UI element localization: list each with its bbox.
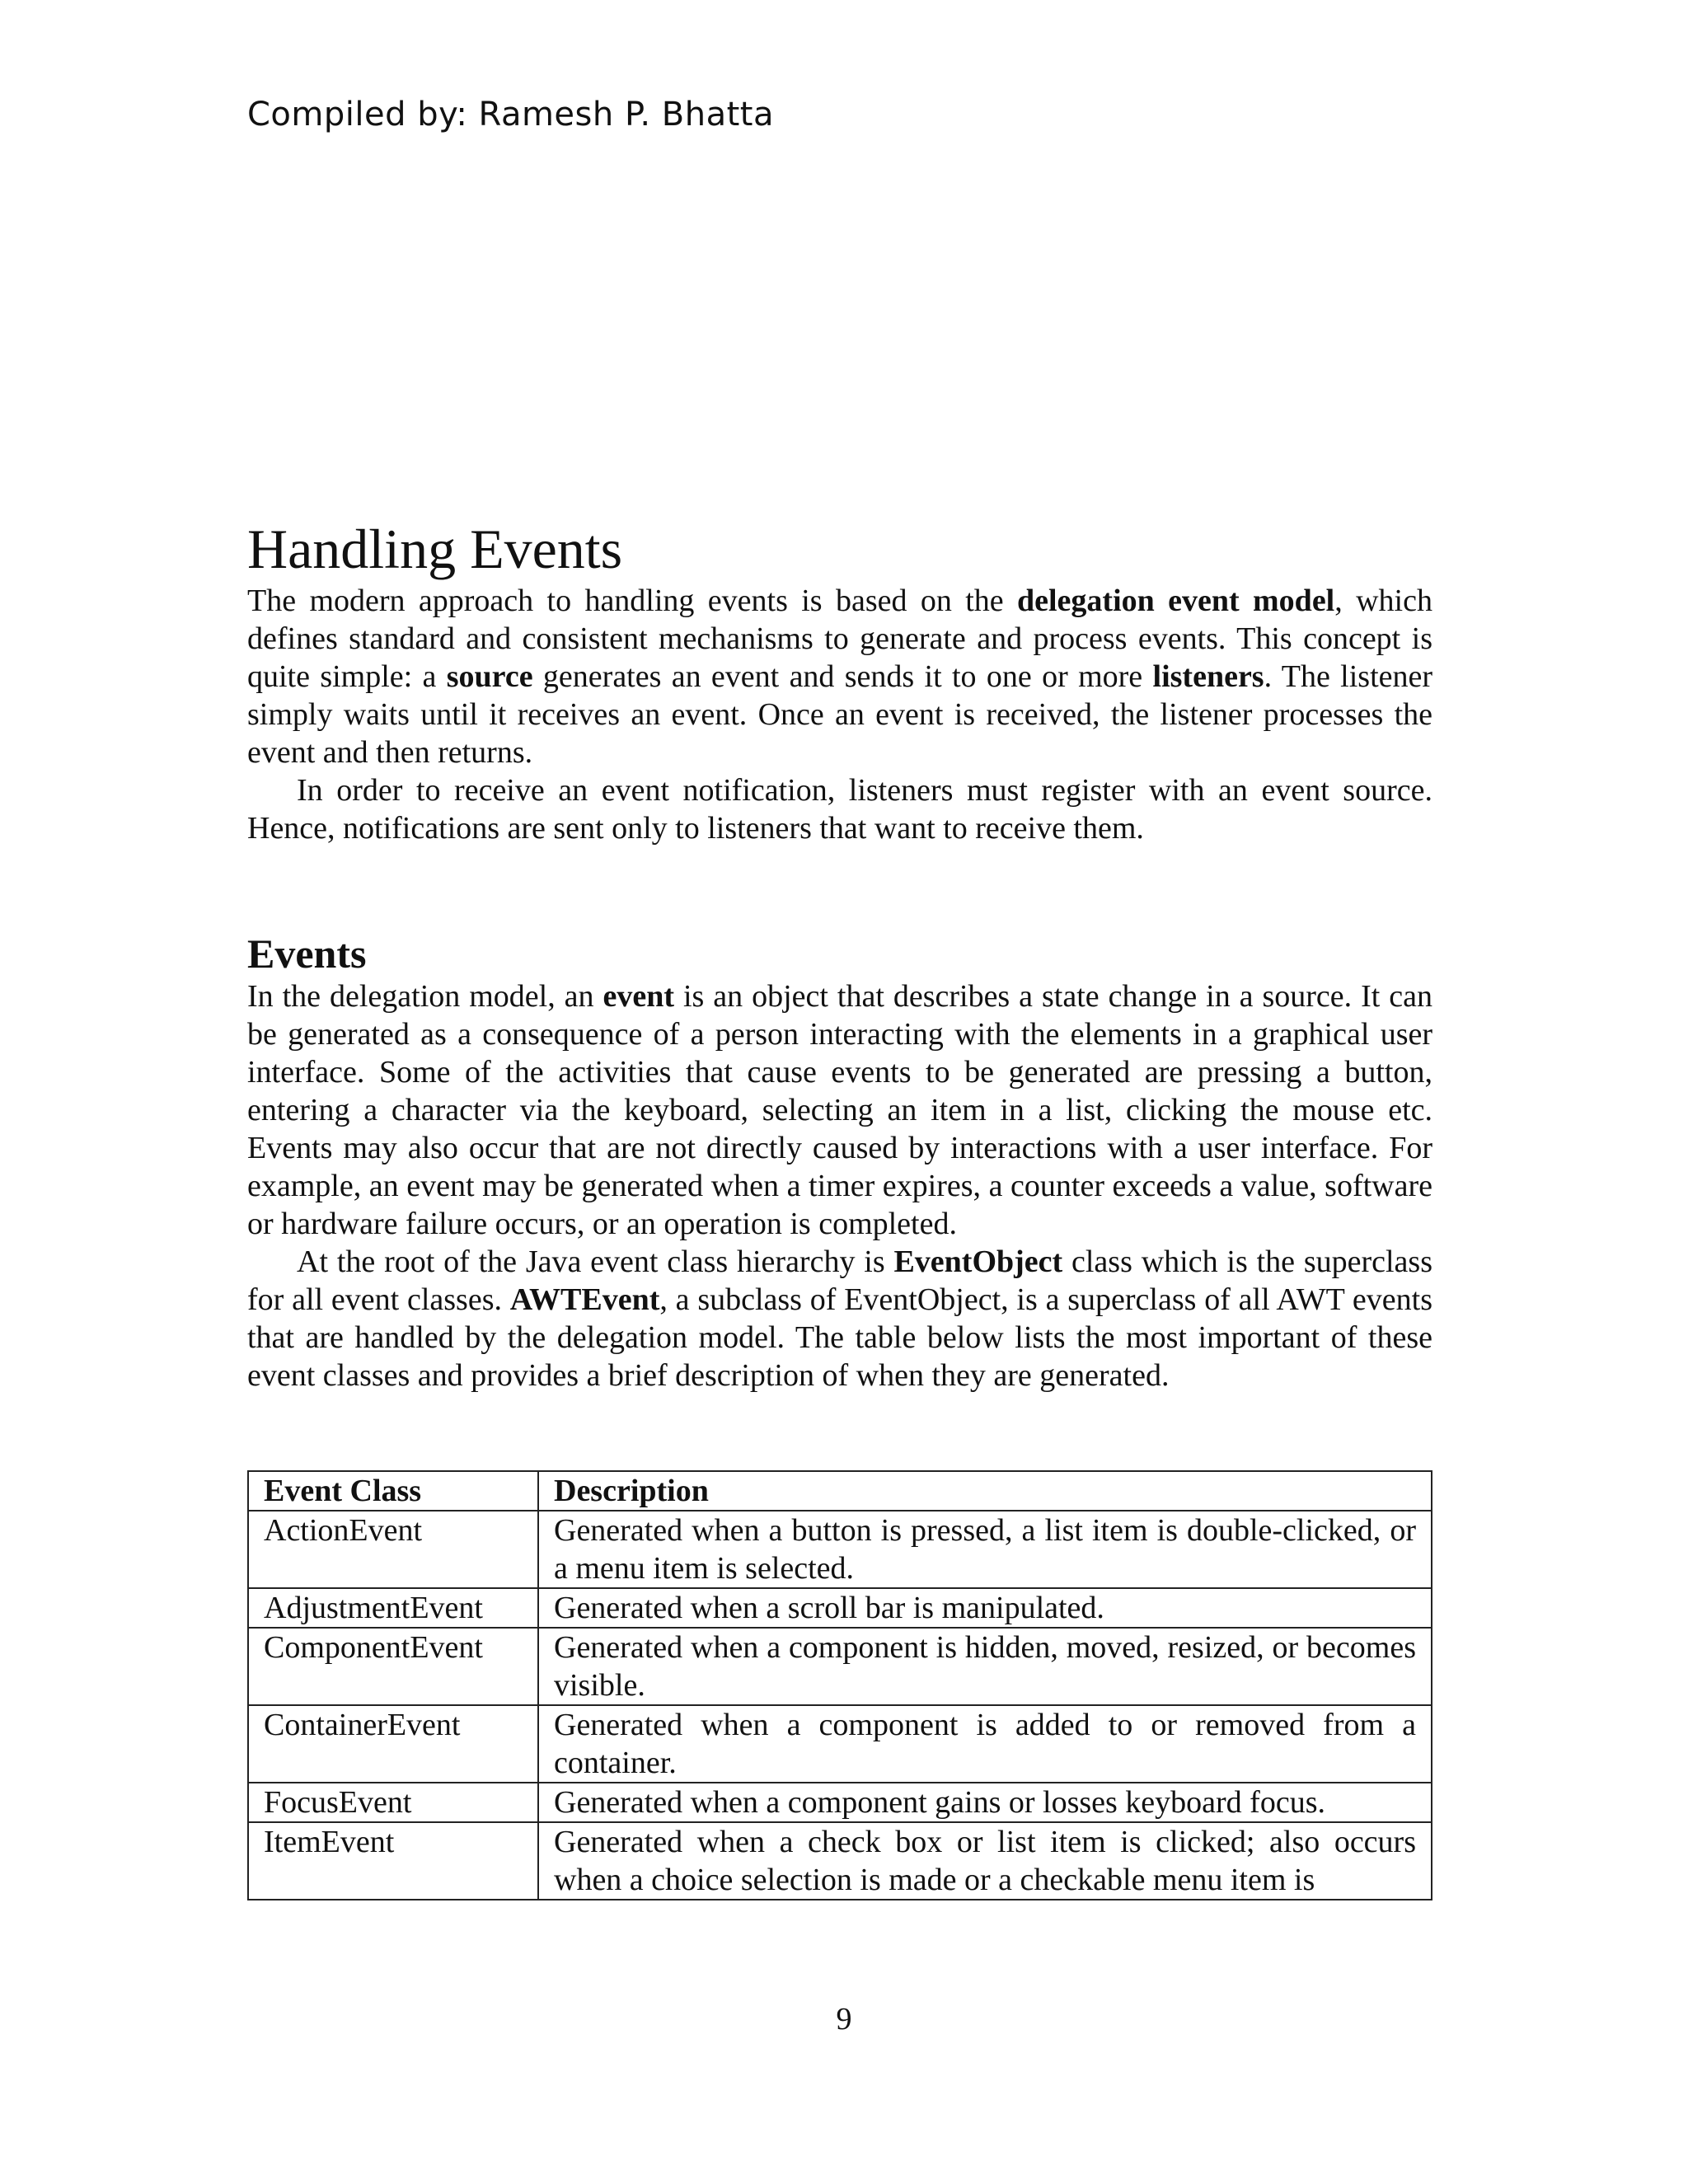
compiled-by-header: Compiled by: Ramesh P. Bhatta (247, 96, 774, 134)
table-row (248, 1628, 1432, 1705)
text-run: class which is the superclass for all event classes. (247, 1244, 1432, 1317)
events-paragraph-1 (247, 977, 1432, 1243)
table-row (248, 1588, 1432, 1628)
handling-events-paragraph-1 (247, 582, 1432, 771)
text-run: The modern approach to handling events is based on the (247, 583, 1017, 618)
event-class-name: ComponentEvent (248, 1628, 538, 1705)
handling-events-section (247, 516, 1432, 847)
bold-term-event: event (603, 979, 675, 1014)
text-run: is an object that describes a state change in a source. It can be generated as a consequence of a person interacting with the elements in a graphical user interface. Some of the activities that cause events to be generated are pressing a button, entering a character via the keyboard, selecting an item in a list, clicking the mouse etc. Events may also occur that are not directly caused by interactions with a user interface. For example, an event may be generated when a timer expires, a counter exceeds a value, software or hardware failure occurs, or an operation is completed. (247, 979, 1433, 1241)
text-run: , which defines standard and consistent mechanisms to generate and process events. This concept is quite simple: a (247, 583, 1432, 694)
bold-term-eventobject: EventObject (893, 1244, 1063, 1279)
event-classes-table (247, 1470, 1432, 1900)
event-class-description: Generated when a button is pressed, a list item is double-clicked, or a menu item is selected. (538, 1511, 1432, 1588)
event-class-description: Generated when a component is added to or removed from a container. (538, 1705, 1432, 1783)
event-class-description: Generated when a scroll bar is manipulated. (538, 1588, 1432, 1628)
bold-term-source: source (446, 659, 533, 694)
handling-events-paragraph-2: In order to receive an event notification, listeners must register with an event source. Hence, notifications are sent only to listeners that want to receive them. (247, 773, 1432, 846)
table-row (248, 1822, 1432, 1900)
text-run: In the delegation model, an (247, 979, 603, 1014)
header-event-class: Event Class (248, 1471, 538, 1511)
events-section (247, 930, 1432, 1394)
events-paragraph-2 (247, 1243, 1432, 1394)
text-run: generates an event and sends it to one or more (532, 659, 1153, 694)
event-class-description: Generated when a component is hidden, moved, resized, or becomes visible. (538, 1628, 1432, 1705)
page-number: 9 (836, 2002, 852, 2036)
text-run: . The listener simply waits until it receives an event. Once an event is received, the listener processes the event and then returns. (247, 659, 1433, 770)
text-run: At the root of the Java event class hierarchy is (297, 1244, 894, 1279)
event-class-name: ItemEvent (248, 1822, 538, 1900)
table-header-row (248, 1471, 1432, 1511)
table-row (248, 1783, 1432, 1822)
events-heading: Events (247, 930, 367, 977)
handling-events-heading: Handling Events (247, 518, 623, 580)
event-class-name: FocusEvent (248, 1783, 538, 1822)
event-class-description: Generated when a check box or list item is clicked; also occurs when a choice selection is made or a checkable menu item is (554, 1825, 1416, 1897)
event-class-description: Generated when a component gains or losses keyboard focus. (538, 1783, 1432, 1822)
bold-term-awtevent: AWTEvent (509, 1282, 660, 1317)
text-run: , a subclass of EventObject, is a superclass of all AWT events that are handled by the delegation model. The table below lists the most important of these event classes and provides a brief description of when they are generated. (247, 1282, 1432, 1393)
table-row (248, 1705, 1432, 1783)
header-description: Description (538, 1471, 1432, 1511)
event-class-name: AdjustmentEvent (248, 1588, 538, 1628)
bold-term-delegation-event-model: delegation event model (1017, 583, 1335, 618)
table-row (248, 1511, 1432, 1588)
event-class-name: ContainerEvent (248, 1705, 538, 1783)
bold-term-listeners: listeners (1152, 659, 1264, 694)
event-class-name: ActionEvent (248, 1511, 538, 1588)
event-class-description-cell (538, 1822, 1432, 1900)
